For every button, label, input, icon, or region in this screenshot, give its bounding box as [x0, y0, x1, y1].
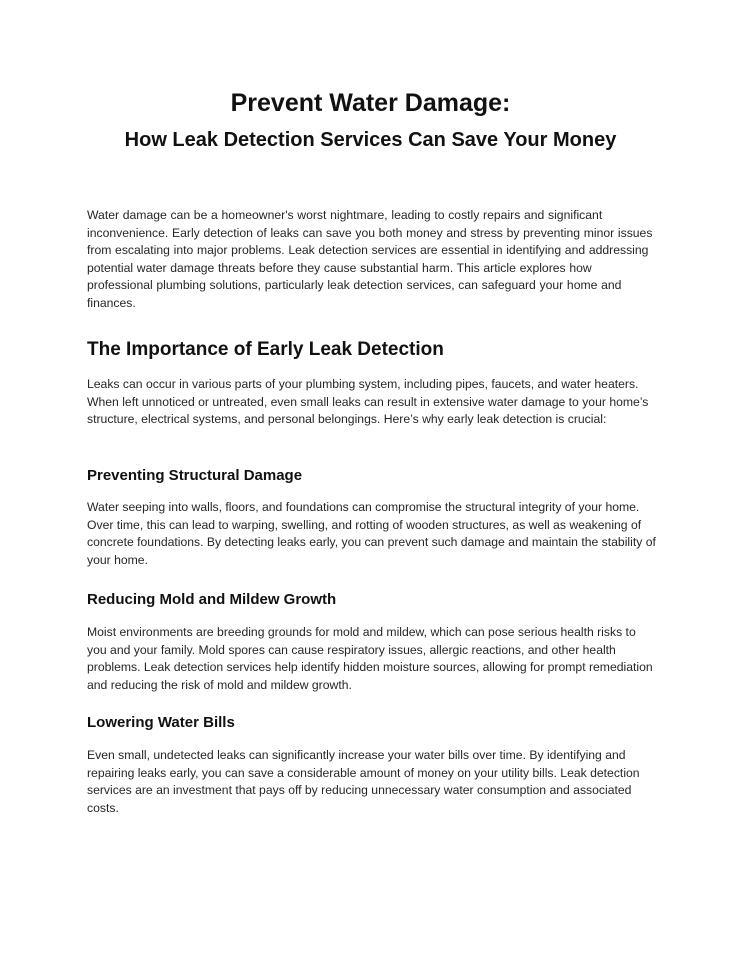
- subsection-structural-body: [87, 499, 657, 569]
- section-intro-block: [87, 376, 657, 429]
- subsection-bills: [87, 712, 657, 733]
- subsection-mold-body: [87, 624, 657, 694]
- section-heading-block: [87, 337, 657, 363]
- subsection-heading: Preventing Structural Damage: [87, 467, 303, 484]
- subsection-mold: [87, 589, 657, 610]
- page-subtitle: How Leak Detection Services Can Save Your Money: [124, 129, 617, 151]
- subsection-heading: Reducing Mold and Mildew Growth: [87, 591, 337, 608]
- intro-paragraph: Water damage can be a homeowner's worst nightmare, leading to costly repairs and significant inconvenience. Early detection of leaks can save you both money and stress by preventing minor issues from escalating into major problems. Leak detection services are essential in identifying and addressing potential water damage threats before they cause substantial harm. This article explores how professional plumbing solutions, particularly leak detection services, can safeguard your home and finances.: [87, 208, 653, 310]
- subsection-paragraph: Moist environments are breeding grounds for mold and mildew, which can pose serious health risks to you and your family. Mold spores can cause respiratory issues, allergic reactions, and other health problems. Leak detection services help identify hidden moisture sources, allowing for prompt remediation and reducing the risk of mold and mildew growth.: [87, 625, 653, 692]
- subsection-structural: [87, 465, 657, 486]
- subsection-paragraph: Even small, undetected leaks can significantly increase your water bills over time. By identifying and repairing leaks early, you can save a considerable amount of money on your utility bills. Leak detection services are an investment that pays off by reducing unnecessary water consumption and associated costs.: [87, 748, 640, 815]
- section-heading: The Importance of Early Leak Detection: [87, 339, 444, 360]
- intro-block: [87, 207, 657, 313]
- page-title: Prevent Water Damage:: [230, 89, 511, 117]
- subsection-paragraph: Water seeping into walls, floors, and foundations can compromise the structural integrity of your home. Over time, this can lead to warping, swelling, and rotting of wooden structures, as well as weakening of concrete foundations. By detecting leaks early, you can prevent such damage and maintain the stability of your home.: [87, 500, 656, 567]
- subsection-heading: Lowering Water Bills: [87, 714, 235, 731]
- subsection-bills-body: [87, 747, 657, 817]
- section-intro-paragraph: Leaks can occur in various parts of your plumbing system, including pipes, faucets, and water heaters. When left unnoticed or untreated, even small leaks can result in extensive water damage to your home’s structure, electrical systems, and personal belongings. Here’s why early leak detection is crucial:: [87, 377, 649, 427]
